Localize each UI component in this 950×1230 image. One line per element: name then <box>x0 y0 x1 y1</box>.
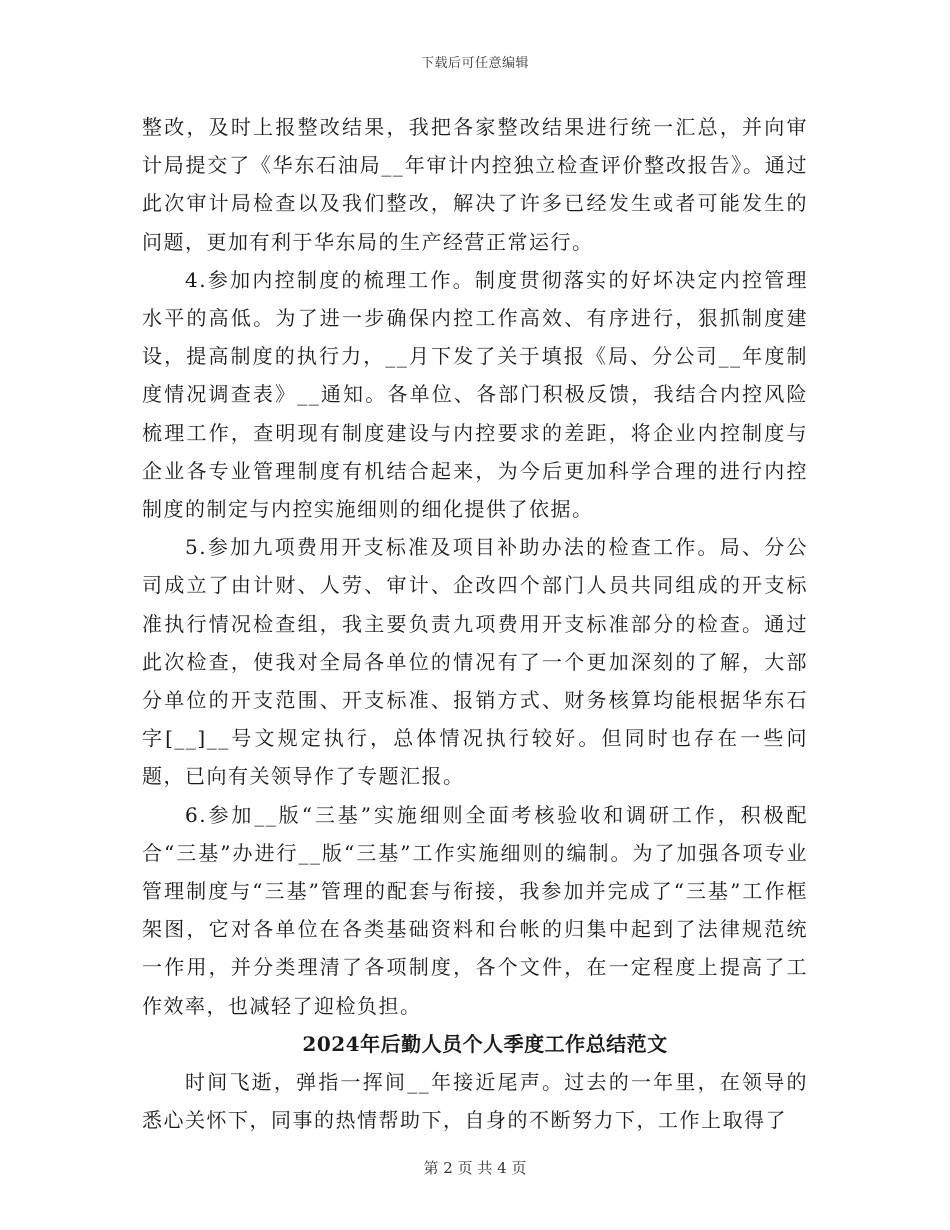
paragraph-item-5: 5.参加九项费用开支标准及项目补助办法的检查工作。局、分公司成立了由计财、人劳、审计、企改四个部门人员共同组成的开支标准执行情况检查组，我主要负责九项费用开支标准部分的检查。通过此次检查，使我对全局各单位的情况有了一个更加深刻的了解，大部分单位的开支范围、开支标准、报销方式、财务核算均能根据华东石字[__]__号文规定执行，总体情况执行较好。但同时也存在一些问题，已向有关领导作了专题汇报。 <box>142 535 808 789</box>
paragraph-item-6: 6.参加__版“三基”实施细则全面考核验收和调研工作，积极配合“三基”办进行__版“三基”工作实施细则的编制。为了加强各项专业管理制度与“三基”管理的配套与衔接，我参加并完成了“三基”工作框架图，它对各单位在各类基础资料和台帐的归集中起到了法律规范统一作用，并分类理清了各项制度，各个文件，在一定程度上提高了工作效率，也减轻了迎检负担。 <box>142 802 808 1018</box>
page-header: 下载后可任意编辑 <box>420 56 529 71</box>
document-body <box>142 108 808 1139</box>
paragraph-continuation: 整改，及时上报整改结果，我把各家整改结果进行统一汇总，并向审计局提交了《华东石油局__年审计内控独立检查评价整改报告》。通过此次审计局检查以及我们整改，解决了许多已经发生或者可能发生的问题，更加有利于华东局的生产经营正常运行。 <box>142 115 808 254</box>
paragraph-item-4: 4.参加内控制度的梳理工作。制度贯彻落实的好坏决定内控管理水平的高低。为了进一步确保内控工作高效、有序进行，狠抓制度建设，提高制度的执行力，__月下发了关于填报《局、分公司__年度制度情况调查表》__通知。各单位、各部门积极反馈，我结合内控风险梳理工作，查明现有制度建设与内控要求的差距，将企业内控制度与企业各专业管理制度有机结合起来，为今后更加科学合理的进行内控制度的制定与内控实施细则的细化提供了依据。 <box>142 267 808 522</box>
page-footer: 第 2 页 共 4 页 <box>423 1159 527 1177</box>
paragraph-section-intro: 时间飞逝，弹指一挥间__年接近尾声。过去的一年里，在领导的悉心关怀下，同事的热情帮助下，自身的不断努力下，工作上取得了 <box>142 1070 808 1133</box>
section-title: 2024年后勤人员个人季度工作总结范文 <box>302 1031 668 1056</box>
